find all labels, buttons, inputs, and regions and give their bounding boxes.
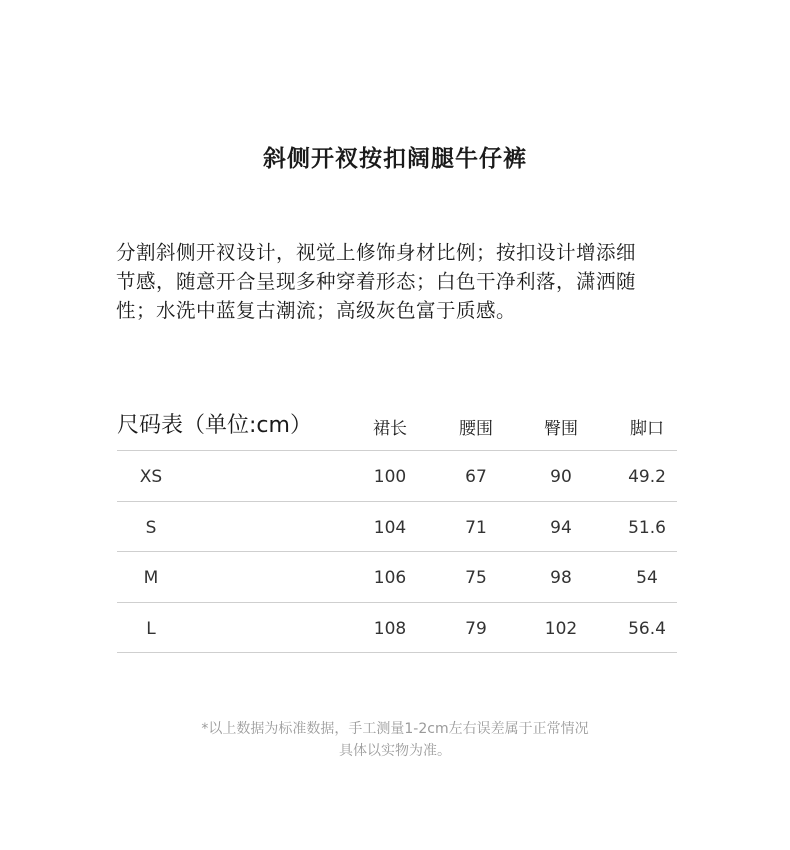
product-description [116, 238, 688, 325]
table-row [117, 450, 677, 501]
table-cell: 106 [373, 568, 407, 588]
table-cell: 67 [465, 467, 487, 487]
table-cell: 79 [465, 618, 487, 639]
table-cell: 98 [550, 568, 572, 588]
table-row [117, 602, 677, 654]
table-cell: 104 [373, 517, 407, 538]
size-table [117, 400, 677, 653]
table-cell: 71 [465, 517, 487, 538]
measurement-note [0, 718, 790, 762]
size-label: S [145, 517, 157, 538]
description-line: 分割斜侧开衩设计，视觉上修饰身材比例；按扣设计增添细 [116, 241, 637, 264]
size-label: L [146, 618, 156, 639]
column-header-hem: 脚口 [630, 419, 664, 439]
table-cell: 75 [465, 568, 487, 588]
note-line: *以上数据为标准数据，手工测量1-2cm左右误差属于正常情况 [201, 721, 589, 737]
table-row [117, 501, 677, 552]
table-cell: 90 [550, 467, 572, 487]
column-header-skirt-length: 裙长 [373, 419, 407, 439]
column-header-hip: 臀围 [544, 419, 578, 439]
table-cell: 108 [373, 618, 407, 639]
description-line: 节感，随意开合呈现多种穿着形态；白色干净利落，潇洒随 [116, 270, 637, 293]
size-label: M [143, 568, 159, 588]
size-table-title: 尺码表（单位:cm） [117, 413, 312, 438]
table-cell: 102 [544, 618, 578, 639]
table-cell: 94 [550, 517, 572, 538]
table-cell: 100 [373, 467, 407, 487]
description-line: 性；水洗中蓝复古潮流；高级灰色富于质感。 [116, 299, 517, 322]
column-header-waist: 腰围 [459, 419, 493, 439]
size-label: XS [139, 467, 163, 487]
size-table-header [117, 400, 677, 450]
table-cell: 51.6 [628, 517, 666, 538]
table-row [117, 551, 677, 602]
product-title: 斜侧开衩按扣阔腿牛仔裤 [263, 146, 527, 172]
table-cell: 49.2 [628, 467, 666, 487]
note-line: 具体以实物为准。 [339, 743, 451, 759]
table-cell: 54 [636, 568, 658, 588]
table-cell: 56.4 [628, 618, 666, 639]
